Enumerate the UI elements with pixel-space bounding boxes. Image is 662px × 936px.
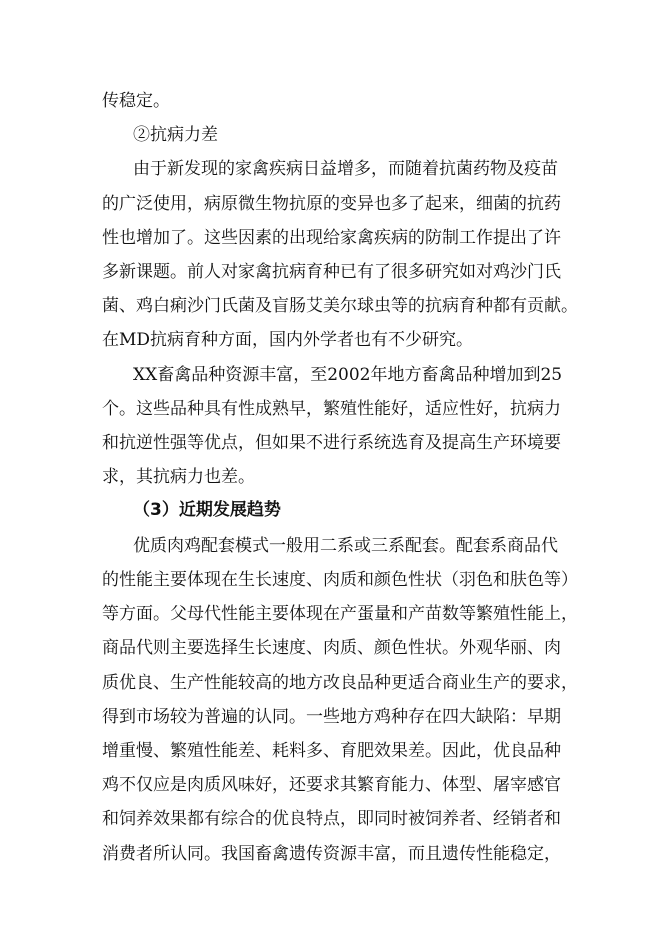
text-line: 传稳定。 (102, 91, 170, 111)
text-line: 求，其抗病力也差。 (102, 467, 255, 487)
text-line: 鸡不仅应是肉质风味好，还要求其繁育能力、体型、屠宰感官 (102, 775, 561, 795)
text-line: 商品代则主要选择生长速度、肉质、颜色性状。外观华丽、肉 (102, 638, 561, 658)
text-line: 质优良、生产性能较高的地方改良品种更适合商业生产的要求， (102, 673, 578, 693)
text-line: 性也增加了。这些因素的出现给家禽疾病的防制工作提出了许 (102, 228, 561, 248)
text-line: 消费者所认同。我国畜禽遗传资源丰富，而且遗传性能稳定， (102, 844, 561, 864)
text-line: 和抗逆性强等优点，但如果不进行系统选育及提高生产环境要 (102, 433, 561, 453)
text-line: 和饲养效果都有综合的优良特点，即同时被饲养者、经销者和 (102, 809, 561, 829)
text-line: 菌、鸡白痢沙门氏菌及盲肠艾美尔球虫等的抗病育种都有贡献。 (102, 296, 578, 316)
text-line: 增重慢、繁殖性能差、耗料多、育肥效果差。因此，优良品种 (102, 741, 561, 761)
text-line: 优质肉鸡配套模式一般用二系或三系配套。配套系商品代 (133, 536, 558, 556)
text-line: 个。这些品种具有性成熟早，繁殖性能好，适应性好，抗病力 (102, 399, 561, 419)
text-line: 的广泛使用，病原微生物抗原的变异也多了起来，细菌的抗药 (102, 194, 561, 214)
text-line: XX畜禽品种资源丰富，至2002年地方畜禽品种增加到25 (133, 365, 563, 385)
text-line: 在MD抗病育种方面，国内外学者也有不少研究。 (102, 330, 474, 350)
text-line: 由于新发现的家禽疾病日益增多，而随着抗菌药物及疫苗 (133, 159, 558, 179)
subheading-disease-resistance: ②抗病力差 (133, 125, 218, 145)
section-heading-trends: （3）近期发展趋势 (133, 500, 281, 520)
text-line: 等方面。父母代性能主要体现在产蛋量和产苗数等繁殖性能上， (102, 604, 578, 624)
text-line: 多新课题。前人对家禽抗病育种已有了很多研究如对鸡沙门氏 (102, 262, 561, 282)
text-line: 得到市场较为普遍的认同。一些地方鸡种存在四大缺陷：早期 (102, 707, 561, 727)
text-line: 的性能主要体现在生长速度、肉质和颜色性状（羽色和肤色等） (102, 570, 578, 590)
